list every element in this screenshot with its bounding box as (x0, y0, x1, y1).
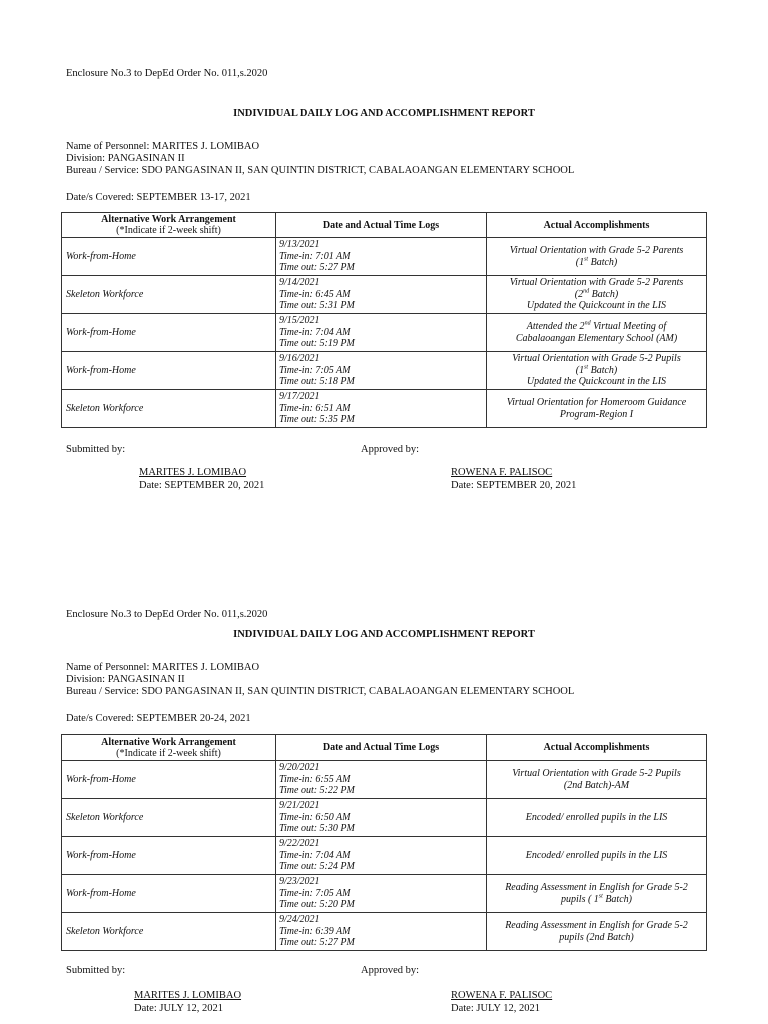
time-log-cell: 9/21/2021 Time-in: 6:50 AM Time out: 5:30 PM (276, 799, 487, 837)
accomplishment-cell: Virtual Orientation with Grade 5-2 Parents (1st Batch) (487, 238, 707, 276)
time-log-cell: 9/17/2021 Time-in: 6:51 AM Time out: 5:35 PM (276, 390, 487, 428)
enclosure-note: Enclosure No.3 to DepEd Order No. 011,s.2020 (66, 68, 268, 79)
table-row (62, 238, 707, 276)
submitter-date: Date: SEPTEMBER 20, 2021 (139, 480, 265, 491)
table-row (62, 352, 707, 390)
division-line: Division: PANGASINAN II (66, 153, 185, 164)
enclosure-note: Enclosure No.3 to DepEd Order No. 011,s.2020 (66, 609, 268, 620)
time-log-cell: 9/13/2021 Time-in: 7:01 AM Time out: 5:27 PM (276, 238, 487, 276)
report-title: INDIVIDUAL DAILY LOG AND ACCOMPLISHMENT REPORT (233, 629, 535, 640)
bureau-line: Bureau / Service: SDO PANGASINAN II, SAN QUINTIN DISTRICT, CABALAOANGAN ELEMENTARY SCHOOL (66, 686, 575, 697)
arrangement-cell: Skeleton Workforce (62, 390, 276, 428)
accomplishment-cell: Virtual Orientation for Homeroom Guidance Program-Region I (487, 390, 707, 428)
bureau-line: Bureau / Service: SDO PANGASINAN II, SAN QUINTIN DISTRICT, CABALAOANGAN ELEMENTARY SCHOOL (66, 165, 575, 176)
arrangement-cell: Work-from-Home (62, 314, 276, 352)
table-row (62, 761, 707, 799)
accomplishment-cell: Virtual Orientation with Grade 5-2 Parents (2nd Batch) Updated the Quickcount in the LIS (487, 276, 707, 314)
submitter-name: MARITES J. LOMIBAO (134, 990, 242, 1001)
arrangement-cell: Skeleton Workforce (62, 276, 276, 314)
approver-date: Date: SEPTEMBER 20, 2021 (451, 480, 577, 491)
column-header-arrangement: Alternative Work Arrangement (*Indicate if 2-week shift) (62, 735, 276, 761)
personnel-name-line: Name of Personnel: MARITES J. LOMIBAO (66, 662, 260, 673)
column-header-arrangement: Alternative Work Arrangement (*Indicate if 2-week shift) (62, 213, 276, 238)
accomplishment-cell: Encoded/ enrolled pupils in the LIS (487, 799, 707, 837)
personnel-info (66, 141, 574, 177)
time-log-cell: 9/24/2021 Time-in: 6:39 AM Time out: 5:27 PM (276, 913, 487, 951)
table-row (62, 913, 707, 951)
arrangement-cell: Skeleton Workforce (62, 913, 276, 951)
table-row (62, 314, 707, 352)
arrangement-cell: Work-from-Home (62, 761, 276, 799)
column-header-accomplishments: Actual Accomplishments (487, 213, 707, 238)
division-line: Division: PANGASINAN II (66, 674, 185, 685)
table-row (62, 875, 707, 913)
daily-log-table (61, 212, 707, 428)
time-log-cell: 9/15/2021 Time-in: 7:04 AM Time out: 5:19 PM (276, 314, 487, 352)
accomplishment-cell: Encoded/ enrolled pupils in the LIS (487, 837, 707, 875)
dates-covered: Date/s Covered: SEPTEMBER 20-24, 2021 (66, 713, 251, 724)
approver-date: Date: JULY 12, 2021 (451, 1003, 540, 1014)
accomplishment-cell: Virtual Orientation with Grade 5-2 Pupils (1st Batch) Updated the Quickcount in the LIS (487, 352, 707, 390)
column-header-time-logs: Date and Actual Time Logs (276, 213, 487, 238)
table-row (62, 799, 707, 837)
accomplishment-cell: Reading Assessment in English for Grade 5-2 pupils (2nd Batch) (487, 913, 707, 951)
approved-by-label: Approved by: (361, 444, 420, 455)
column-header-accomplishments: Actual Accomplishments (487, 735, 707, 761)
arrangement-cell: Work-from-Home (62, 837, 276, 875)
submitted-by-label: Submitted by: (66, 965, 126, 976)
arrangement-cell: Work-from-Home (62, 352, 276, 390)
column-header-time-logs: Date and Actual Time Logs (276, 735, 487, 761)
submitter-date: Date: JULY 12, 2021 (134, 1003, 223, 1014)
personnel-name-line: Name of Personnel: MARITES J. LOMIBAO (66, 141, 260, 152)
table-row (62, 276, 707, 314)
time-log-cell: 9/23/2021 Time-in: 7:05 AM Time out: 5:20 PM (276, 875, 487, 913)
time-log-cell: 9/14/2021 Time-in: 6:45 AM Time out: 5:31 PM (276, 276, 487, 314)
personnel-info (66, 662, 574, 698)
arrangement-cell: Work-from-Home (62, 875, 276, 913)
dates-covered: Date/s Covered: SEPTEMBER 13-17, 2021 (66, 192, 251, 203)
time-log-cell: 9/20/2021 Time-in: 6:55 AM Time out: 5:22 PM (276, 761, 487, 799)
time-log-cell: 9/16/2021 Time-in: 7:05 AM Time out: 5:18 PM (276, 352, 487, 390)
submitter-name: MARITES J. LOMIBAO (139, 467, 247, 478)
report-title: INDIVIDUAL DAILY LOG AND ACCOMPLISHMENT REPORT (233, 108, 535, 119)
approver-name: ROWENA F. PALISOC (451, 467, 553, 478)
approver-name: ROWENA F. PALISOC (451, 990, 553, 1001)
table-row (62, 837, 707, 875)
table-row (62, 390, 707, 428)
approved-by-label: Approved by: (361, 965, 420, 976)
arrangement-cell: Skeleton Workforce (62, 799, 276, 837)
accomplishment-cell: Attended the 2nd Virtual Meeting of Cabalaoangan Elementary School (AM) (487, 314, 707, 352)
submitted-by-label: Submitted by: (66, 444, 126, 455)
accomplishment-cell: Reading Assessment in English for Grade 5-2 pupils ( 1st Batch) (487, 875, 707, 913)
accomplishment-cell: Virtual Orientation with Grade 5-2 Pupils (2nd Batch)-AM (487, 761, 707, 799)
arrangement-cell: Work-from-Home (62, 238, 276, 276)
time-log-cell: 9/22/2021 Time-in: 7:04 AM Time out: 5:24 PM (276, 837, 487, 875)
daily-log-table (61, 734, 707, 951)
